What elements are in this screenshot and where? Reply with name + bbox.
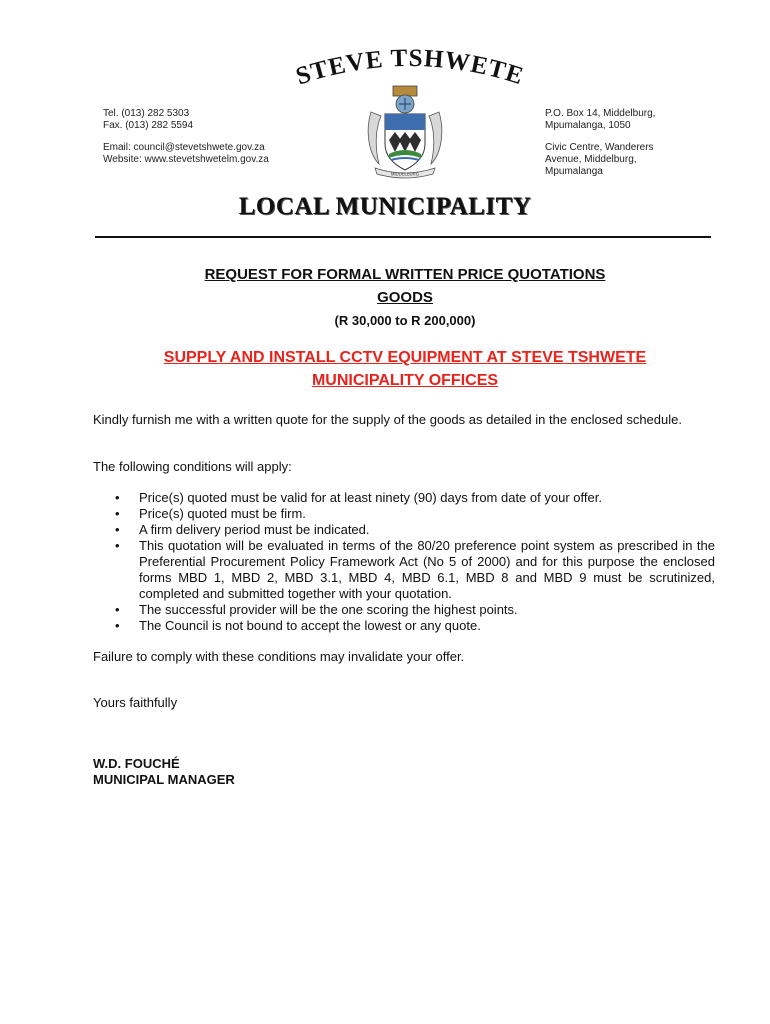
bullet-icon: • xyxy=(115,538,120,553)
fax-number: Fax. (013) 282 5594 xyxy=(103,120,194,131)
email-address: Email: council@stevetshwete.gov.za xyxy=(103,142,265,153)
condition-text: The Council is not bound to accept the lowest or any quote. xyxy=(139,618,481,633)
bullet-icon: • xyxy=(115,490,120,505)
crest-motto-text: MIDDELBURG xyxy=(391,171,419,177)
signatory-title: MUNICIPAL MANAGER xyxy=(93,772,235,787)
postal-address: P.O. Box 14, Middelburg, xyxy=(545,108,656,119)
condition-text: Price(s) quoted must be firm. xyxy=(139,506,306,521)
bullet-icon: • xyxy=(115,618,120,633)
request-title: REQUEST FOR FORMAL WRITTEN PRICE QUOTATIONS xyxy=(204,266,606,283)
condition-text: A firm delivery period must be indicated. xyxy=(139,522,370,537)
closing-salutation: Yours faithfully xyxy=(93,695,178,710)
civic-address-line-1: Civic Centre, Wanderers xyxy=(545,142,654,153)
condition-text: The successful provider will be the one scoring the highest points. xyxy=(139,602,518,617)
bullet-icon: • xyxy=(115,522,120,537)
header-divider xyxy=(95,236,711,238)
contact-right-block xyxy=(545,108,655,178)
request-value-range: (R 30,000 to R 200,000) xyxy=(334,313,476,328)
conditions-intro: The following conditions will apply: xyxy=(93,459,292,474)
condition-item xyxy=(93,490,715,506)
intro-paragraph: Kindly furnish me with a written quote for the supply of the goods as detailed in the enclosed schedule. xyxy=(93,412,682,427)
condition-text: This quotation will be evaluated in terms of the 80/20 preference point system as prescribed in the Preferential Procurement Policy Framework Act (No 5 of 2000) and for this purpose the enclosed forms MBD 1, MBD 2, MBD 3.1, MBD 4, MBD 6.1, MBD 8 and MBD 9 must be scrutinized, completed and submitted together with your quotation. xyxy=(139,538,715,601)
conditions-list xyxy=(93,490,715,634)
local-municipality-heading: LOCAL MUNICIPALITY xyxy=(238,193,532,220)
condition-item xyxy=(93,618,715,634)
subject-line-1: SUPPLY AND INSTALL CCTV EQUIPMENT AT STEVE TSHWETE xyxy=(163,349,647,366)
contact-left-block xyxy=(103,108,269,166)
subject-line-2: MUNICIPALITY OFFICES xyxy=(311,372,499,389)
signatory-name: W.D. FOUCHÉ xyxy=(93,756,180,771)
condition-item xyxy=(93,602,715,618)
condition-text: Price(s) quoted must be valid for at least ninety (90) days from date of your offer. xyxy=(139,490,602,505)
condition-item xyxy=(93,522,715,538)
arch-title-text: STEVE TSHWETE xyxy=(292,44,528,91)
postal-province: Mpumalanga, 1050 xyxy=(545,120,631,131)
telephone-number: Tel. (013) 282 5303 xyxy=(103,108,190,119)
condition-item xyxy=(93,538,715,602)
condition-item xyxy=(93,506,715,522)
civic-address-line-3: Mpumalanga xyxy=(545,166,603,177)
website-address: Website: www.stevetshwetelm.gov.za xyxy=(103,154,269,165)
municipal-crest-logo xyxy=(365,82,445,180)
request-category: GOODS xyxy=(377,289,433,306)
bullet-icon: • xyxy=(115,602,120,617)
failure-warning: Failure to comply with these conditions may invalidate your offer. xyxy=(93,649,465,664)
civic-address-line-2: Avenue, Middelburg, xyxy=(545,154,637,165)
bullet-icon: • xyxy=(115,506,120,521)
